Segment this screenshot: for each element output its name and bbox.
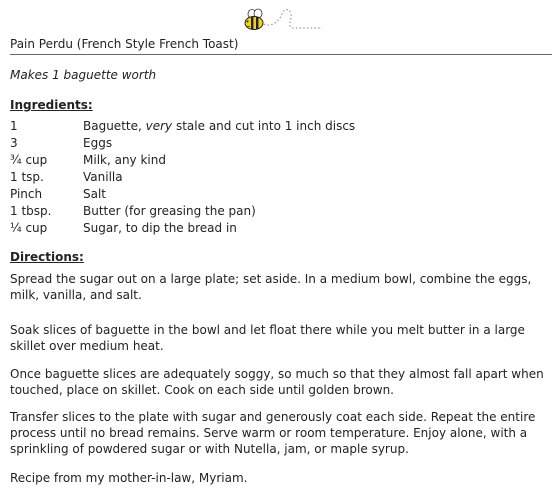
ingredient-quantity: 1 tsp. xyxy=(10,170,44,184)
ingredient-quantity: 1 tbsp. xyxy=(10,204,52,218)
ingredient-row xyxy=(10,135,550,152)
ingredient-quantity: 3 xyxy=(10,136,18,150)
ingredient-quantity: ¾ cup xyxy=(10,153,48,167)
ingredients-heading: Ingredients: xyxy=(10,98,93,112)
ingredient-row xyxy=(10,220,550,237)
recipe-yield: Makes 1 baguette worth xyxy=(10,68,157,82)
ingredient-description: Baguette, very stale and cut into 1 inch discs xyxy=(83,119,356,133)
ingredients-list xyxy=(10,118,550,237)
ingredient-quantity: 1 xyxy=(10,119,18,133)
title-divider xyxy=(10,54,552,55)
recipe-credit: Recipe from my mother-in-law, Myriam. xyxy=(10,471,248,485)
ingredient-quantity: ¼ cup xyxy=(10,221,48,235)
direction-step-3: Once baguette slices are adequately soggy, so much so that they almost fall apart when touched, place on skillet. Cook on each side until golden brown. xyxy=(10,367,544,397)
ingredient-row xyxy=(10,203,550,220)
ingredient-quantity: Pinch xyxy=(10,187,43,201)
ingredient-description: Salt xyxy=(83,187,107,201)
ingredient-description: Eggs xyxy=(83,136,113,150)
direction-step-1: Spread the sugar out on a large plate; set aside. In a medium bowl, combine the eggs, milk, vanilla, and salt. xyxy=(10,272,532,302)
direction-step-2: Soak slices of baguette in the bowl and let float there while you melt butter in a large skillet over medium heat. xyxy=(10,323,525,353)
directions-heading: Directions: xyxy=(10,250,84,264)
ingredient-row xyxy=(10,186,550,203)
ingredient-description: Milk, any kind xyxy=(83,153,166,167)
direction-step-4: Transfer slices to the plate with sugar and generously coat each side. Repeat the entire process until no bread remains. Serve warm or room temperature. Enjoy alone, with a sprinkling of powdered sugar or with Nutella, jam, or maple syrup. xyxy=(10,410,536,456)
ingredient-row xyxy=(10,169,550,186)
recipe-title: Pain Perdu (French Style French Toast) xyxy=(10,37,239,51)
ingredient-row xyxy=(10,118,550,135)
ingredient-row xyxy=(10,152,550,169)
ingredient-description: Vanilla xyxy=(83,170,123,184)
ingredient-description: Sugar, to dip the bread in xyxy=(83,221,237,235)
ingredient-description: Butter (for greasing the pan) xyxy=(83,204,256,218)
bee-icon xyxy=(242,6,324,34)
